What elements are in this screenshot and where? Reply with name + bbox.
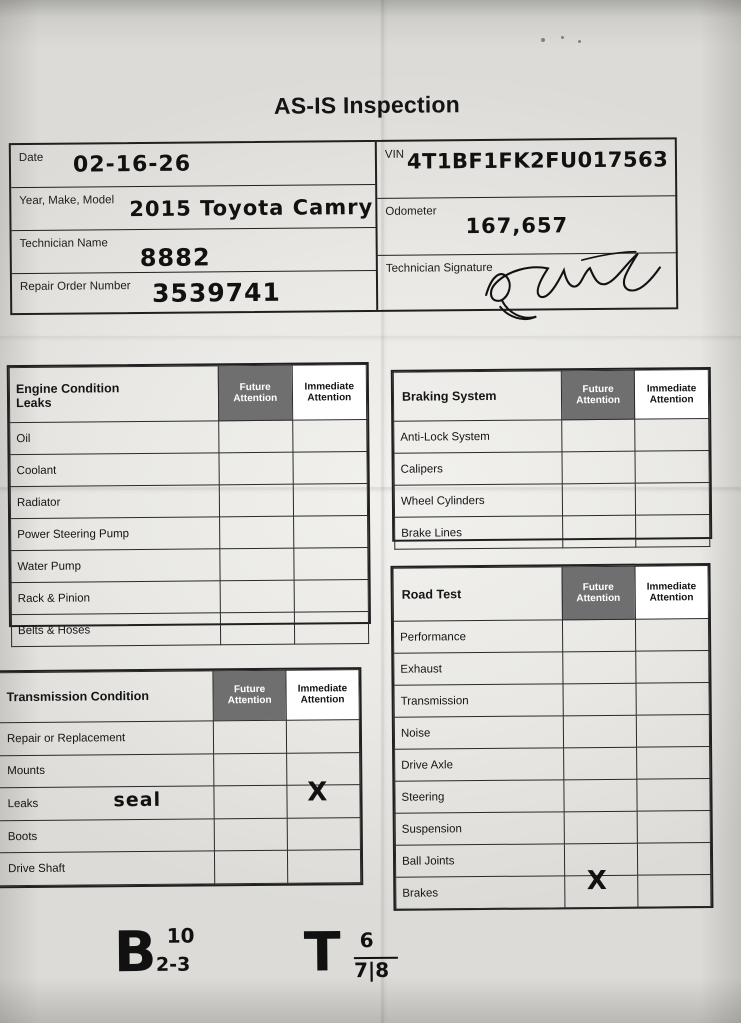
row-label: Drive Shaft bbox=[0, 851, 215, 886]
cell-future[interactable] bbox=[214, 753, 287, 786]
cell-immediate[interactable] bbox=[287, 850, 360, 883]
section-title-braking: Braking System bbox=[393, 371, 561, 421]
table-row bbox=[11, 548, 368, 583]
vin-row bbox=[377, 139, 677, 199]
technician-signature-label: Technician Signature bbox=[385, 261, 493, 275]
table-row bbox=[394, 715, 709, 750]
future-line1: Future bbox=[239, 381, 271, 394]
table-row bbox=[10, 420, 367, 455]
cell-future[interactable] bbox=[563, 683, 636, 716]
cell-immediate[interactable] bbox=[635, 619, 709, 652]
section-header-row bbox=[393, 370, 708, 422]
immediate-line2: Attention bbox=[307, 392, 352, 404]
table-row bbox=[394, 451, 709, 486]
cell-future[interactable] bbox=[215, 851, 288, 884]
row-label: Anti-Lock System bbox=[394, 420, 562, 453]
cell-immediate[interactable] bbox=[287, 817, 360, 850]
immediate-line1: Immediate bbox=[304, 381, 355, 393]
cell-future[interactable] bbox=[214, 785, 287, 818]
row-label-leaks bbox=[0, 786, 214, 821]
row-label: Leaks bbox=[7, 797, 39, 811]
table-row bbox=[0, 785, 360, 821]
immediate-x-mark: X bbox=[307, 777, 328, 808]
row-label: Noise bbox=[394, 716, 563, 749]
date-row bbox=[11, 142, 375, 188]
section-transmission-condition bbox=[0, 667, 363, 888]
column-header-immediate-road-test bbox=[635, 566, 709, 620]
cell-immediate[interactable] bbox=[637, 875, 711, 908]
future-line1: Future bbox=[233, 684, 266, 696]
leaks-handwritten-note: seal bbox=[113, 788, 162, 812]
cell-future[interactable] bbox=[562, 451, 636, 484]
table-row bbox=[0, 752, 360, 788]
repair-order-label: Repair Order Number bbox=[19, 280, 131, 294]
immediate-line2: Attention bbox=[649, 592, 694, 604]
row-label: Steering bbox=[395, 780, 564, 813]
cell-future[interactable] bbox=[563, 779, 636, 812]
cell-immediate[interactable] bbox=[294, 612, 369, 645]
annotation-brakes-letter: B bbox=[113, 919, 157, 986]
row-label: Water Pump bbox=[11, 549, 220, 583]
header-block bbox=[9, 137, 678, 315]
odometer-value: 167,657 bbox=[465, 213, 569, 239]
cell-future[interactable] bbox=[563, 715, 636, 748]
row-label: Calipers bbox=[394, 452, 562, 485]
cell-future[interactable] bbox=[564, 811, 637, 844]
vin-label: VIN bbox=[384, 148, 405, 161]
row-label: Transmission bbox=[394, 684, 563, 717]
year-make-model-label: Year, Make, Model bbox=[19, 194, 115, 208]
row-label: Repair or Replacement bbox=[0, 721, 214, 756]
cell-future[interactable] bbox=[563, 747, 636, 780]
future-line2: Attention bbox=[227, 695, 272, 707]
immediate-line2: Attention bbox=[300, 694, 345, 707]
row-label: Exhaust bbox=[394, 652, 563, 685]
cell-future[interactable] bbox=[214, 818, 287, 851]
row-label: Ball Joints bbox=[395, 844, 564, 877]
cell-future[interactable] bbox=[219, 452, 293, 485]
vin-value: 4T1BF1FK2FU017563 bbox=[406, 147, 669, 174]
cell-future[interactable] bbox=[218, 420, 292, 453]
column-header-immediate-braking bbox=[635, 370, 709, 420]
cell-future[interactable] bbox=[220, 548, 294, 581]
cell-immediate[interactable] bbox=[292, 420, 367, 453]
cell-immediate[interactable] bbox=[636, 747, 710, 780]
repair-order-value: 3539741 bbox=[151, 277, 281, 308]
immediate-line1: Immediate bbox=[297, 683, 348, 696]
table-row bbox=[394, 483, 709, 518]
row-label: Power Steering Pump bbox=[11, 517, 220, 551]
cell-future[interactable] bbox=[214, 720, 287, 753]
cell-immediate[interactable] bbox=[294, 580, 369, 613]
row-label: Radiator bbox=[10, 485, 219, 519]
section-title-engine-text: Engine Condition bbox=[15, 381, 120, 397]
header-right-column bbox=[377, 139, 678, 310]
table-row bbox=[393, 619, 708, 654]
future-line1: Future bbox=[582, 383, 614, 396]
cell-immediate[interactable] bbox=[637, 811, 711, 844]
cell-immediate[interactable] bbox=[635, 651, 709, 684]
table-row bbox=[10, 452, 367, 487]
cell-future[interactable] bbox=[220, 580, 294, 613]
cell-immediate[interactable] bbox=[287, 777, 360, 818]
cell-future[interactable] bbox=[562, 619, 635, 652]
section-road-test bbox=[390, 563, 713, 911]
table-row bbox=[395, 747, 710, 782]
cell-future[interactable] bbox=[563, 515, 637, 548]
technician-name-label: Technician Name bbox=[19, 237, 108, 251]
table-row bbox=[10, 484, 367, 519]
table-row bbox=[395, 811, 710, 846]
cell-immediate[interactable] bbox=[293, 516, 368, 549]
section-header-row bbox=[0, 670, 359, 723]
cell-immediate[interactable] bbox=[636, 515, 710, 548]
row-label: Boots bbox=[0, 819, 215, 854]
future-line2: Attention bbox=[576, 394, 621, 407]
row-label: Rack & Pinion bbox=[11, 581, 220, 615]
cell-future[interactable] bbox=[219, 516, 293, 549]
cell-immediate[interactable] bbox=[636, 715, 710, 748]
table-row bbox=[0, 850, 361, 886]
table-row bbox=[394, 683, 709, 718]
row-label: Belts & Hoses bbox=[11, 613, 220, 647]
annotation-brakes-sub: 2-3 bbox=[155, 953, 191, 976]
annotation-tires-numerator: 6 bbox=[359, 927, 374, 953]
cell-future[interactable] bbox=[562, 483, 636, 516]
row-label: Mounts bbox=[0, 753, 214, 788]
row-label: Performance bbox=[393, 620, 562, 653]
immediate-line2: Attention bbox=[649, 394, 694, 406]
annotation-tires-denominator: 7|8 bbox=[353, 957, 390, 983]
row-label: Wheel Cylinders bbox=[394, 484, 562, 517]
immediate-line1: Immediate bbox=[646, 383, 697, 395]
table-row bbox=[396, 875, 711, 910]
cell-immediate[interactable] bbox=[286, 720, 359, 753]
date-value: 02-16-26 bbox=[72, 151, 192, 178]
table-row bbox=[11, 612, 368, 647]
annotation-tires-letter: T bbox=[303, 920, 341, 984]
technician-signature-row bbox=[378, 253, 678, 314]
cell-future[interactable] bbox=[562, 419, 636, 452]
column-header-immediate-transmission bbox=[286, 670, 360, 721]
future-x-mark: X bbox=[586, 865, 608, 897]
cell-immediate[interactable] bbox=[293, 484, 368, 517]
cell-immediate[interactable] bbox=[637, 843, 711, 876]
table-row bbox=[394, 651, 709, 686]
signature-mark bbox=[478, 237, 669, 325]
future-line2: Attention bbox=[576, 592, 621, 605]
odometer-label: Odometer bbox=[385, 205, 437, 218]
row-label: Coolant bbox=[10, 453, 219, 487]
immediate-line1: Immediate bbox=[646, 581, 697, 593]
column-header-immediate-engine bbox=[292, 365, 367, 421]
future-line2: Attention bbox=[233, 392, 278, 405]
table-row bbox=[395, 515, 710, 550]
section-subtitle-engine-text: Leaks bbox=[15, 395, 52, 411]
cell-immediate[interactable] bbox=[294, 548, 369, 581]
table-row bbox=[11, 516, 368, 551]
date-label: Date bbox=[18, 151, 44, 165]
cell-immediate[interactable] bbox=[636, 683, 710, 716]
table-row bbox=[394, 419, 709, 454]
column-header-future-braking bbox=[561, 370, 635, 420]
section-title-transmission: Transmission Condition bbox=[0, 671, 214, 723]
repair-order-row bbox=[12, 271, 376, 317]
cell-future[interactable] bbox=[220, 612, 294, 645]
year-make-model-row bbox=[11, 185, 375, 231]
cell-immediate[interactable] bbox=[635, 451, 709, 484]
cell-immediate[interactable] bbox=[636, 483, 710, 516]
cell-future[interactable] bbox=[219, 484, 293, 517]
cell-immediate[interactable] bbox=[293, 452, 368, 485]
column-header-future-transmission bbox=[213, 670, 286, 721]
section-braking-system bbox=[391, 367, 712, 542]
year-make-model-value: 2015 Toyota Camry bbox=[129, 194, 374, 222]
cell-immediate[interactable] bbox=[635, 419, 709, 452]
section-engine-condition bbox=[7, 362, 371, 637]
cell-immediate[interactable] bbox=[636, 779, 710, 812]
cell-future[interactable] bbox=[564, 865, 637, 908]
row-label: Brakes bbox=[396, 876, 565, 909]
row-label: Oil bbox=[10, 421, 219, 455]
table-row bbox=[11, 580, 368, 615]
row-label: Drive Axle bbox=[395, 748, 564, 781]
row-label: Suspension bbox=[395, 812, 564, 845]
table-row bbox=[0, 817, 360, 853]
future-line1: Future bbox=[582, 581, 614, 594]
column-header-future-road-test bbox=[562, 566, 635, 620]
row-label: Brake Lines bbox=[395, 516, 563, 549]
section-header-row bbox=[393, 566, 708, 622]
technician-name-row bbox=[12, 228, 376, 274]
table-row bbox=[0, 720, 360, 756]
section-title-engine bbox=[9, 366, 218, 423]
table-row bbox=[395, 843, 710, 878]
annotation-brakes-super: 10 bbox=[166, 923, 195, 948]
table-row bbox=[395, 779, 710, 814]
section-title-road-test: Road Test bbox=[393, 567, 562, 621]
cell-future[interactable] bbox=[562, 651, 635, 684]
technician-name-value: 8882 bbox=[139, 243, 211, 273]
header-left-column bbox=[11, 142, 378, 313]
column-header-future-engine bbox=[218, 365, 292, 421]
page-title: AS-IS Inspection bbox=[273, 91, 461, 119]
section-header-row bbox=[9, 365, 366, 423]
